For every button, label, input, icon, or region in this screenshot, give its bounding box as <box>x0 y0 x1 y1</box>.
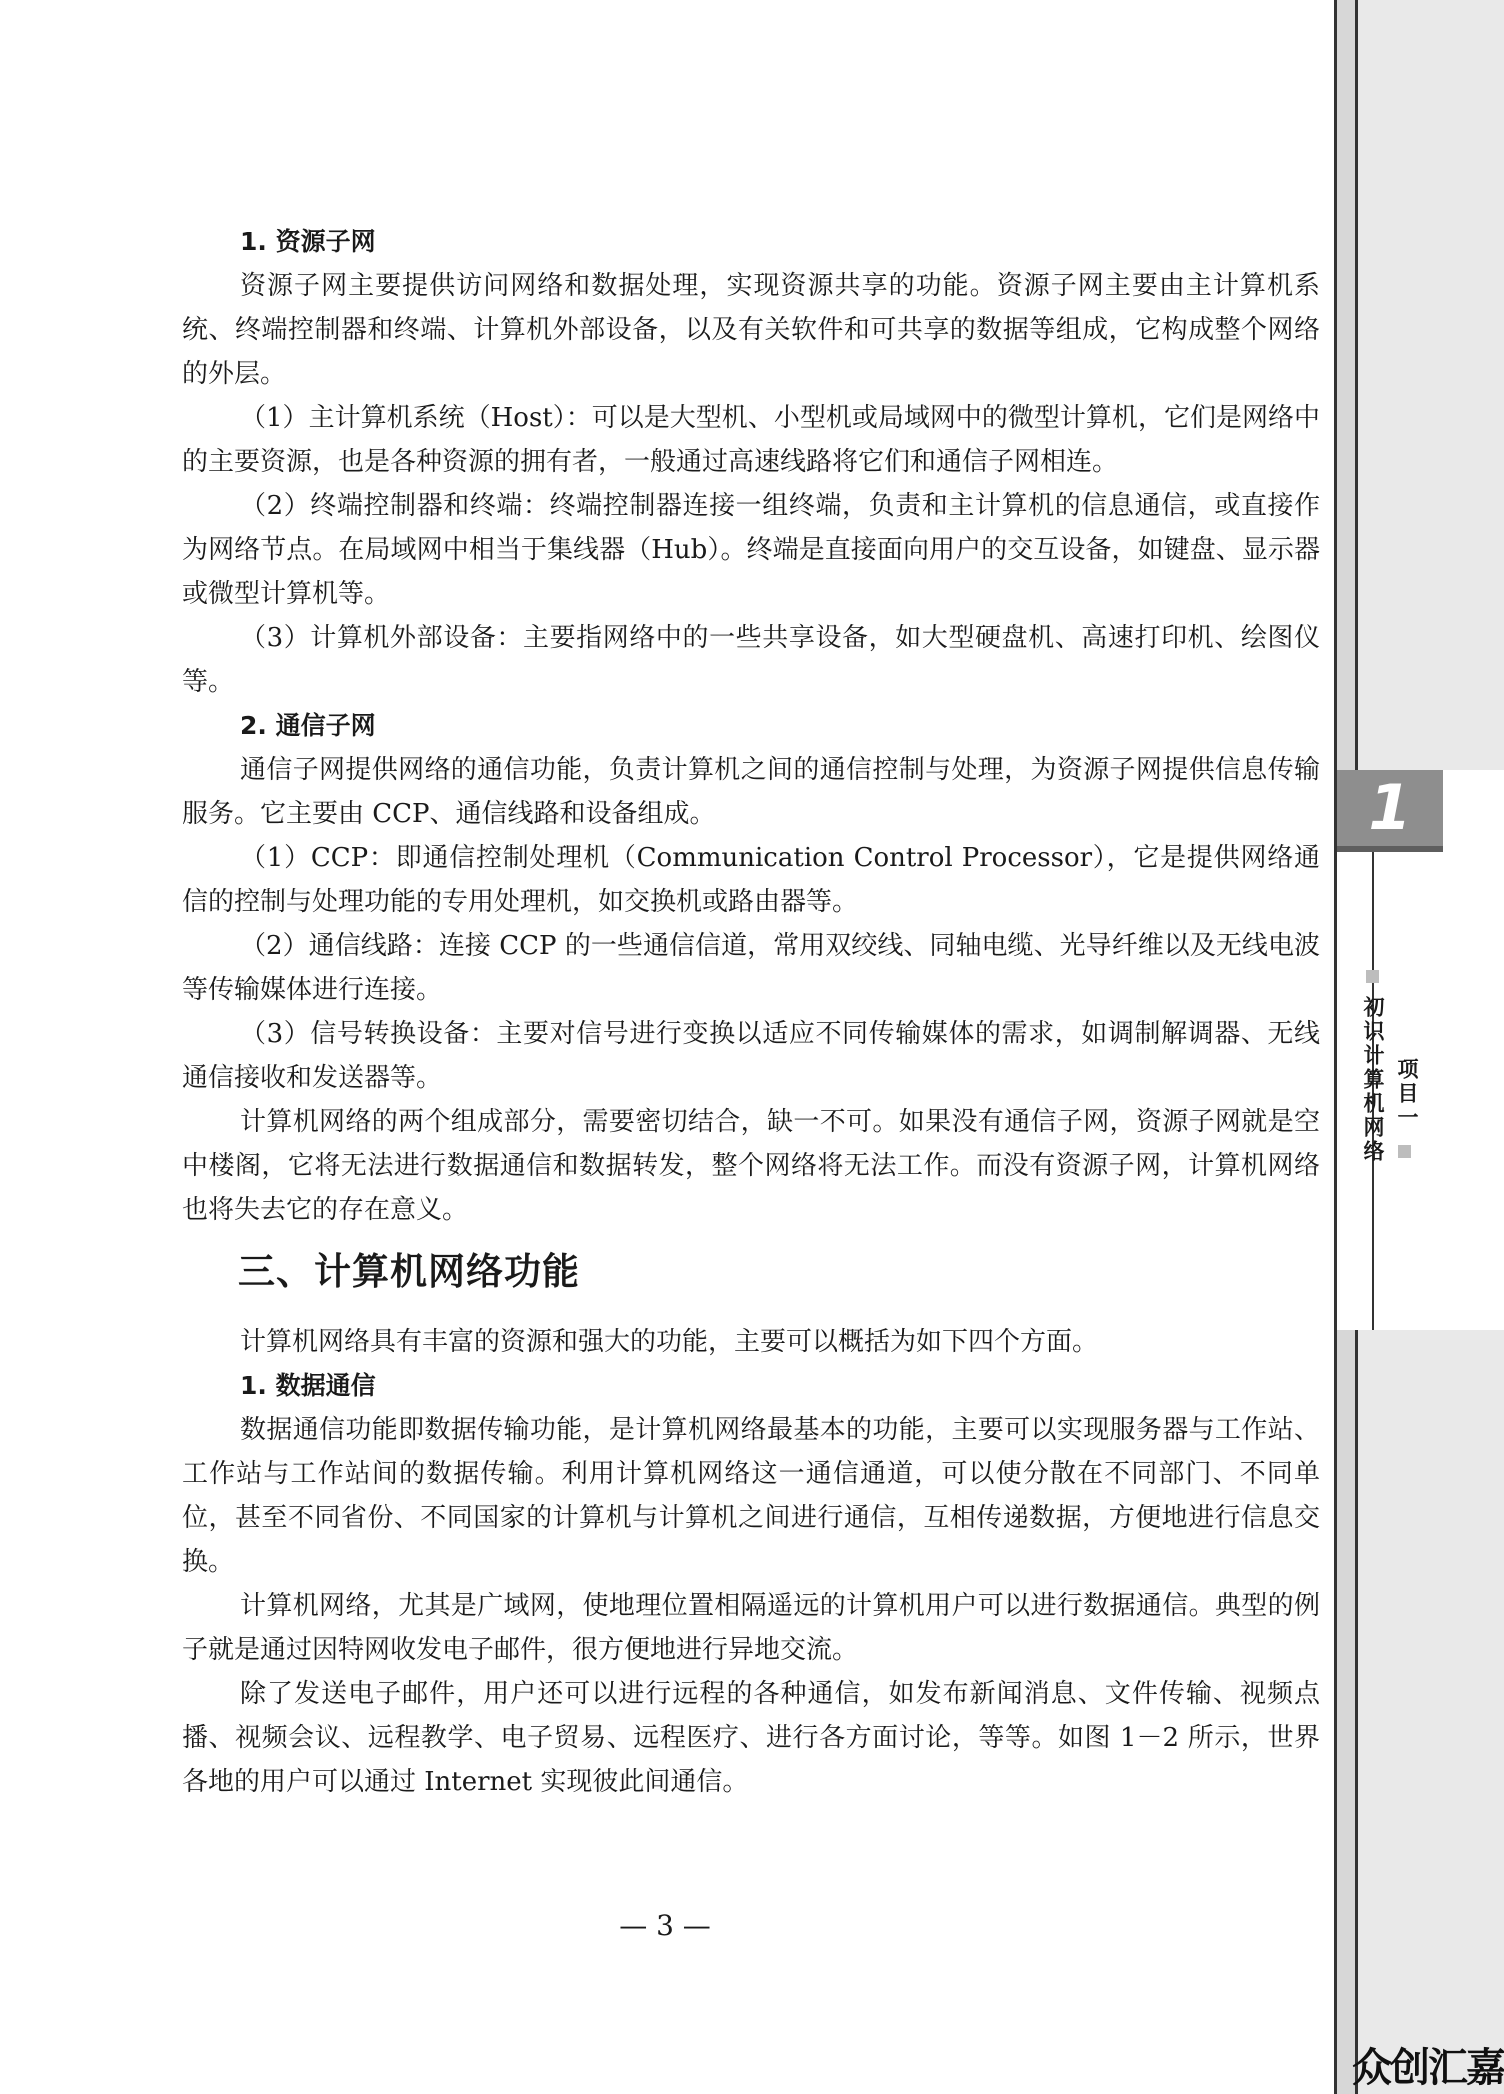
chapter-number: 1 <box>1368 771 1412 844</box>
chapter-title-vertical: 初识计算机网络 <box>1361 996 1385 1164</box>
chapter-number-box <box>1337 770 1443 852</box>
paragraph: （3）计算机外部设备：主要指网络中的一些共享设备，如大型硬盘机、高速打印机、绘图仪等。 <box>182 623 1320 697</box>
paragraph: （3）信号转换设备：主要对信号进行变换以适应不同传输媒体的需求，如调制解调器、无线通信接收和发送器等。 <box>182 1019 1320 1093</box>
paragraph: （1）主计算机系统（Host）：可以是大型机、小型机或局域网中的微型计算机，它们是网络中的主要资源，也是各种资源的拥有者，一般通过高速线路将它们和通信子网相连。 <box>182 403 1320 477</box>
paragraph: 数据通信功能即数据传输功能，是计算机网络最基本的功能，主要可以实现服务器与工作站、工作站与工作站间的数据传输。利用计算机网络这一通信通道，可以使分散在不同部门、不同单位，甚至不同省份、不同国家的计算机与计算机之间进行通信，互相传递数据，方便地进行信息交换。 <box>182 1415 1320 1577</box>
heading-resource-subnet: 1. 资源子网 <box>240 227 376 256</box>
paragraph: （1）CCP：即通信控制处理机（Communication Control Processor），它是提供网络通信的控制与处理功能的专用处理机，如交换机或路由器等。 <box>182 843 1320 917</box>
paragraph: 计算机网络的两个组成部分，需要密切结合，缺一不可。如果没有通信子网，资源子网就是空中楼阁，它将无法进行数据通信和数据转发，整个网络将无法工作。而没有资源子网，计算机网络也将失去它的存在意义。 <box>182 1107 1320 1225</box>
chapter-side-tab <box>1334 0 1504 2094</box>
decorative-square <box>1366 970 1379 983</box>
paragraph: 除了发送电子邮件，用户还可以进行远程的各种通信，如发布新闻消息、文件传输、视频点播、视频会议、远程教学、电子贸易、远程医疗、进行各方面讨论，等等。如图 1－2 所示，世界各地的用户可以通过 Internet 实现彼此间通信。 <box>182 1679 1320 1797</box>
page-body <box>182 220 1320 1804</box>
paragraph: 资源子网主要提供访问网络和数据处理，实现资源共享的功能。资源子网主要由主计算机系统、终端控制器和终端、计算机外部设备，以及有关软件和可共享的数据等组成，它构成整个网络的外层。 <box>182 271 1320 389</box>
paragraph: （2）终端控制器和终端：终端控制器连接一组终端，负责和主计算机的信息通信，或直接作为网络节点。在局域网中相当于集线器（Hub）。终端是直接面向用户的交互设备，如键盘、显示器或微型计算机等。 <box>182 491 1320 609</box>
paragraph: 通信子网提供网络的通信功能，负责计算机之间的通信控制与处理，为资源子网提供信息传输服务。它主要由 CCP、通信线路和设备组成。 <box>182 755 1320 829</box>
page-number: — 3 — <box>619 1909 711 1942</box>
section-heading-network-functions: 三、计算机网络功能 <box>238 1250 580 1293</box>
project-label-vertical: 项目一 <box>1395 1058 1419 1130</box>
paragraph: 计算机网络，尤其是广域网，使地理位置相隔遥远的计算机用户可以进行数据通信。典型的例子就是通过因特网收发电子邮件，很方便地进行异地交流。 <box>182 1591 1320 1665</box>
tab-divider-line <box>1334 770 1337 1330</box>
tab-gray-strip <box>1358 0 1504 770</box>
decorative-square <box>1398 1145 1411 1158</box>
tab-gray-strip <box>1337 1330 1355 2094</box>
tab-gray-strip <box>1358 1330 1504 2094</box>
watermark-logo: 众创汇嘉 <box>1352 2045 1504 2091</box>
paragraph: （2）通信线路：连接 CCP 的一些通信信道，常用双绞线、同轴电缆、光导纤维以及无线电波等传输媒体进行连接。 <box>182 931 1320 1005</box>
heading-communication-subnet: 2. 通信子网 <box>240 711 376 740</box>
heading-data-communication: 1. 数据通信 <box>240 1371 376 1400</box>
paragraph: 计算机网络具有丰富的资源和强大的功能，主要可以概括为如下四个方面。 <box>240 1327 1099 1357</box>
tab-gray-strip <box>1337 0 1355 770</box>
